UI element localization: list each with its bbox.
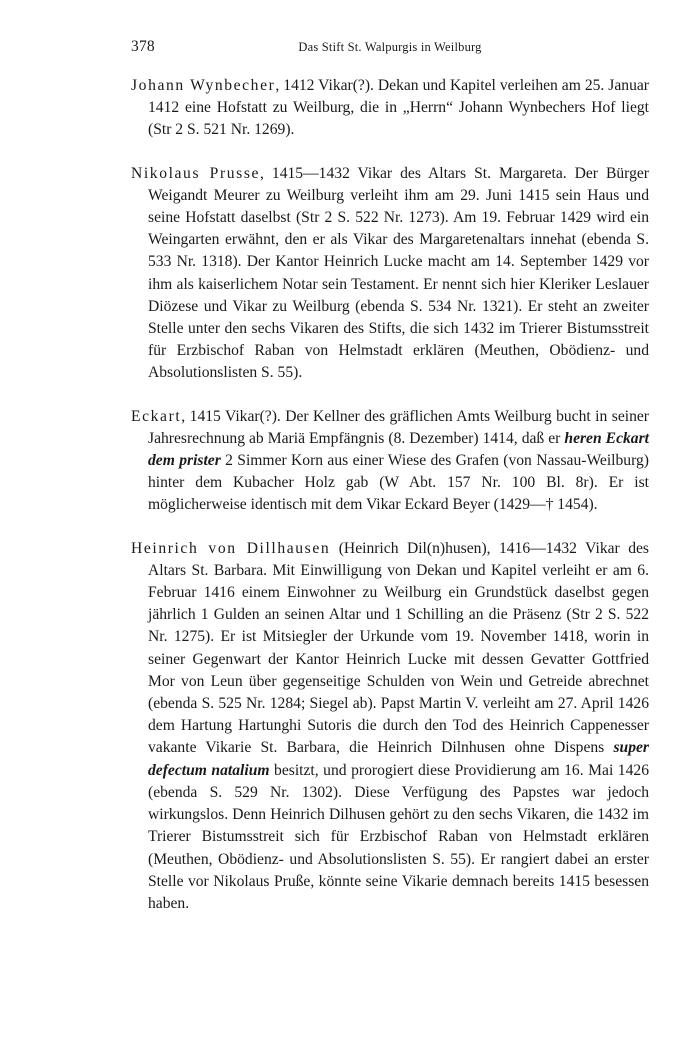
entry-eckart	[131, 406, 649, 517]
page-number: 378	[131, 38, 155, 55]
entry-name: Heinrich von Dillhausen	[131, 539, 331, 557]
entry-johann-wynbecher	[131, 75, 649, 142]
entry-text: , 1412 Vikar(?). Dekan und Kapitel verleihen am 25. Januar 1412 eine Hofstatt zu Weilburg, die in „Herrn“ Johann Wynbechers Hof liegt (Str 2 S. 521 Nr. 1269).	[148, 77, 649, 139]
entry-nikolaus-prusse	[131, 163, 649, 385]
source-quote: heren Eckart dem prister	[148, 429, 649, 470]
running-title: Das Stift St. Walpurgis in Weilburg	[298, 40, 482, 54]
entry-heinrich-von-dillhausen	[131, 538, 649, 915]
page-header	[131, 38, 649, 58]
entry-name: Eckart	[131, 407, 182, 425]
source-quote: super defectum natalium	[148, 739, 649, 779]
entry-list	[131, 75, 649, 936]
entry-name: Johann Wynbecher	[131, 77, 276, 94]
entry-text: 2 Simmer Korn aus einer Wiese des Grafen (von Nassau-Weilburg) hinter dem Kubacher Holz gab (W Abt. 157 Nr. 100 Bl. 8r). Er ist möglicherweise identisch mit dem Vikar Eckard Beyer (1429—† 1454).	[148, 452, 649, 514]
entry-text: , 1415—1432 Vikar des Altars St. Margareta. Der Bürger Weigandt Meurer zu Weilburg verleiht ihm am 29. Juni 1415 sein Haus und seine Hofstatt daselbst (Str 2 S. 522 Nr. 1273). Am 19. Februar 1429 wird ein Weingarten erwähnt, den er als Vikar des Margaretenaltars innehat (ebenda S. 533 Nr. 1318). Der Kantor Heinrich Lucke macht am 14. September 1429 vor ihm als kaiserlichem Notar sein Testament. Er nennt sich hier Kleriker Leslauer Diözese und Vikar zu Weilburg (ebenda S. 534 Nr. 1321). Er steht an zweiter Stelle unter den sechs Vikaren des Stifts, die sich 1432 im Trierer Bistumsstreit für Erzbischof Raban von Helmstadt erklären (Meuthen, Obödienz- und Absolutionslisten S. 55).	[148, 164, 649, 382]
entry-text: besitzt, und prorogiert diese Providierung am 16. Mai 1426 (ebenda S. 529 Nr. 1302). Diese Verfügung des Papstes war jedoch wirkungslos. Denn Heinrich Dilhusen gehört zu den sechs Vikaren, die 1432 im Trierer Bistumsstreit sich für Erzbischof Raban von Helmstadt erklären (Meuthen, Obödienz- und Absolutionslisten S. 55). Er rangiert dabei an erster Stelle vor Nikolaus Pruße, könnte seine Vikarie demnach bereits 1415 besessen haben.	[148, 761, 649, 912]
entry-text: , 1415 Vikar(?). Der Kellner des gräflichen Amts Weilburg bucht in seiner Jahresrechnung ab Mariä Empfängnis (8. Dezember) 1414, daß er	[148, 407, 649, 447]
entry-text: (Heinrich Dil(n)husen), 1416—1432 Vikar des Altars St. Barbara. Mit Einwilligung von Dekan und Kapitel verleiht er am 6. Februar 1416 einem Einwohner zu Weilburg ein Grundstück daselbst gegen jährlich 1 Gulden an seinen Altar und 1 Schilling an die Präsenz (Str 2 S. 522 Nr. 1275). Er ist Mitsiegler der Urkunde vom 19. November 1418, worin in seiner Gegenwart der Kantor Heinrich Lucke mit dessen Gevatter Gottfried Mor von Leun über gegenseitige Schulden von Wein und Getreide abrechnet (ebenda S. 525 Nr. 1284; Siegel ab). Papst Martin V. verleiht am 27. April 1426 dem Hartung Hartunghi Sutoris die durch den Tod des Heinrich Cappenesser vakante Vikarie St. Barbara, die Heinrich Dilnhusen ohne Dispens	[148, 539, 649, 757]
entry-name: Nikolaus Prusse	[131, 164, 261, 182]
